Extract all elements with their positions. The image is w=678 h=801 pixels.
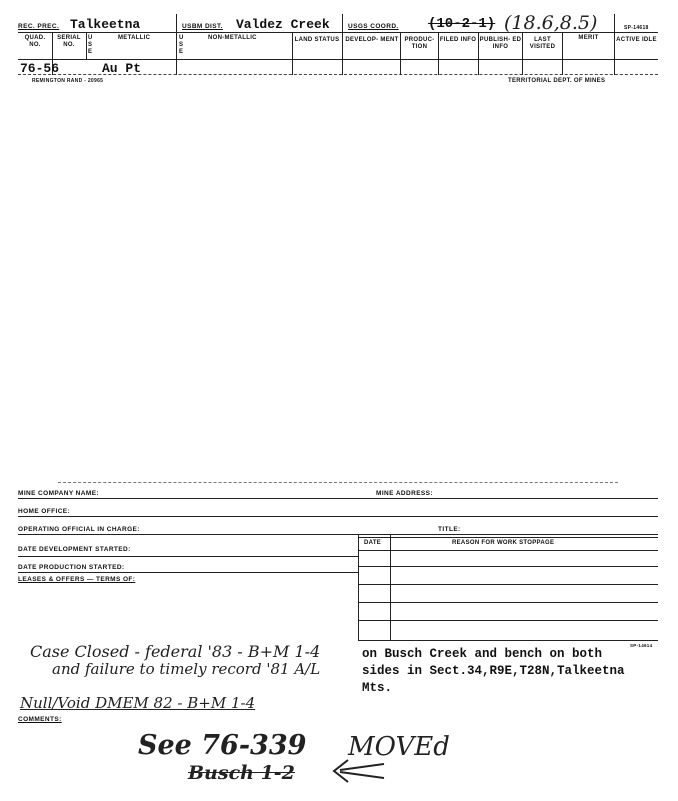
mine-company-name-label: MINE COMPANY NAME: [18, 490, 99, 497]
title-label: TITLE: [438, 526, 461, 533]
col-production: PRODUC- TION [404, 37, 435, 50]
handwritten-null-void: Null/Void DMEM 82 - B+M 1-4 [20, 694, 256, 712]
usgs-coord-label: USGS COORD. [348, 23, 399, 30]
col-quad-no: QUAD. NO. [24, 35, 46, 48]
col-merit: MERIT [578, 35, 599, 41]
home-office-label: HOME OFFICE: [18, 508, 71, 515]
col-serial-no: SERIAL NO. [57, 35, 81, 48]
typed-note-line-2: sides in Sect.34,R9E,T28N,Talkeetna [362, 664, 625, 678]
usgs-coord-value: (10-2-1) [428, 16, 496, 32]
col-published-info: PUBLISH- ED INFO [479, 37, 522, 50]
record-quad-no: 76-56 [20, 61, 60, 76]
rec-prec-label: REC. PREC. [18, 23, 60, 30]
handwritten-moved: MOVEd [348, 732, 450, 762]
stoppage-reason-header: REASON FOR WORK STOPPAGE [452, 540, 555, 546]
form-number-2: SP-14614 [630, 643, 653, 648]
col-metallic: METALLIC [118, 35, 151, 41]
handwritten-busch: Busch 1-2 [188, 762, 295, 784]
handwritten-case-closed-1: Case Closed - federal '83 - B+M 1-4 [30, 642, 321, 661]
record-metallic: Au Pt [102, 61, 142, 76]
col-non-metallic: NON-METALLIC [208, 35, 257, 41]
typed-note [362, 646, 625, 697]
handwritten-case-closed-2: and failure to timely record '81 A/L [52, 660, 321, 678]
mine-address-label: MINE ADDRESS: [376, 490, 433, 497]
footer-territorial: TERRITORIAL DEPT. OF MINES [508, 78, 606, 84]
col-use-2: U S E [179, 35, 184, 55]
leases-label: LEASES & OFFERS — TERMS OF: [18, 576, 136, 583]
col-land-status: LAND STATUS [294, 37, 340, 43]
form-number: SP-14618 [624, 25, 649, 31]
usbm-dist-label: USBM DIST. [182, 23, 223, 30]
lower-form [18, 470, 658, 790]
operating-official-label: OPERATING OFFICIAL IN CHARGE: [18, 526, 140, 533]
stoppage-date-header: DATE [364, 540, 382, 546]
typed-note-line-1: on Busch Creek and bench on both [362, 647, 603, 661]
rec-prec-value: Talkeetna [70, 17, 141, 32]
col-use-1: U S E [88, 35, 93, 55]
footer-remington: REMINGTON RAND - 20 [32, 78, 95, 84]
col-last-visited: LAST VISITED [529, 37, 556, 50]
col-active-idle: ACTIVE IDLE [616, 37, 657, 43]
comments-label: COMMENTS: [18, 716, 62, 723]
handwritten-see: See 76-339 [138, 730, 307, 761]
usgs-coord-handwritten: (18.6,8.5) [504, 12, 598, 34]
usbm-dist-value: Valdez Creek [236, 17, 330, 32]
date-production-label: DATE PRODUCTION STARTED: [18, 564, 125, 571]
col-filed-info: FILED INFO [439, 37, 477, 43]
typed-note-line-3: Mts. [362, 681, 393, 695]
footer-code: 965 [94, 78, 104, 84]
arrow-left-icon [328, 756, 388, 786]
col-development: DEVELOP- MENT [345, 37, 399, 43]
date-development-label: DATE DEVELOPMENT STARTED: [18, 546, 131, 553]
header-card [18, 14, 658, 94]
